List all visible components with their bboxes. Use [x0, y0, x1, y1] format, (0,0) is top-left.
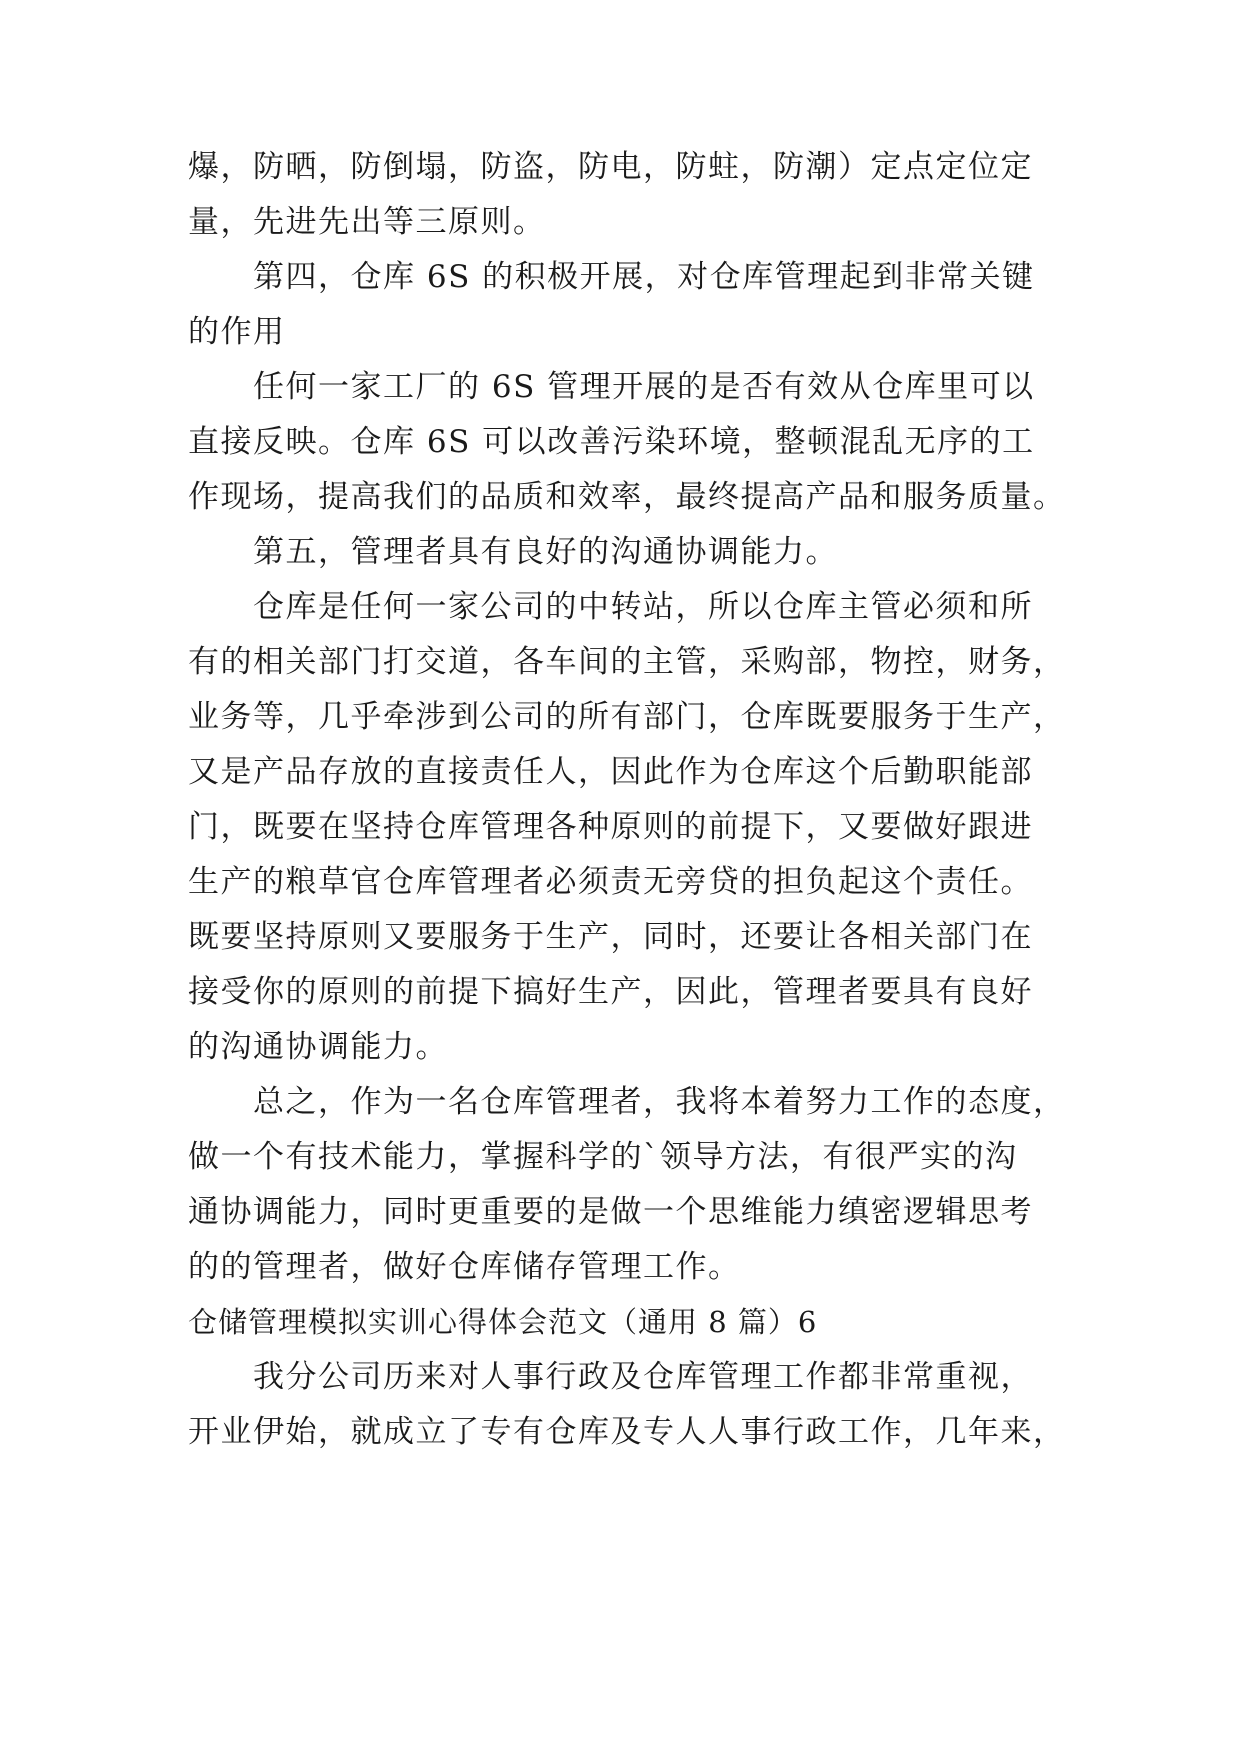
- text-line: 直接反映。仓库 6S 可以改善污染环境，整顿混乱无序的工: [188, 424, 1035, 460]
- text-line: 接受你的原则的前提下搞好生产，因此，管理者要具有良好: [188, 974, 1033, 1010]
- text-line: 总之，作为一名仓库管理者，我将本着努力工作的态度，: [188, 1084, 1066, 1120]
- text-line: 开业伊始，就成立了专有仓库及专人人事行政工作，几年来，: [188, 1414, 1066, 1450]
- text-line: 的作用: [188, 314, 286, 350]
- text-line: 第四，仓库 6S 的积极开展，对仓库管理起到非常关键: [188, 259, 1035, 295]
- text-line: 通协调能力，同时更重要的是做一个思维能力缜密逻辑思考: [188, 1194, 1033, 1230]
- text-line: 作现场，提高我们的品质和效率，最终提高产品和服务质量。: [188, 479, 1066, 515]
- text-line: 仓库是任何一家公司的中转站，所以仓库主管必须和所: [188, 589, 1033, 625]
- text-line: 又是产品存放的直接责任人，因此作为仓库这个后勤职能部: [188, 754, 1033, 790]
- text-line: 有的相关部门打交道，各车间的主管，采购部，物控，财务，: [188, 644, 1066, 680]
- text-line: 量，先进先出等三原则。: [188, 204, 546, 240]
- text-line: 生产的粮草官仓库管理者必须责无旁贷的担负起这个责任。: [188, 864, 1033, 900]
- text-line: 第五，管理者具有良好的沟通协调能力。: [188, 534, 838, 570]
- text-line: 做一个有技术能力，掌握科学的`领导方法，有很严实的沟: [188, 1139, 1018, 1175]
- text-line: 既要坚持原则又要服务于生产，同时，还要让各相关部门在: [188, 919, 1033, 955]
- text-line: 爆，防晒，防倒塌，防盗，防电，防蛀，防潮）定点定位定: [188, 149, 1033, 185]
- text-line: 的沟通协调能力。: [188, 1029, 448, 1065]
- text-line: 门，既要在坚持仓库管理各种原则的前提下，又要做好跟进: [188, 809, 1033, 845]
- section-heading: 仓储管理模拟实训心得体会范文（通用 8 篇）6: [188, 1305, 818, 1339]
- text-line: 任何一家工厂的 6S 管理开展的是否有效从仓库里可以: [188, 369, 1035, 405]
- text-line: 业务等，几乎牵涉到公司的所有部门，仓库既要服务于生产，: [188, 699, 1066, 735]
- text-line: 的的管理者，做好仓库储存管理工作。: [188, 1249, 741, 1285]
- text-line: 我分公司历来对人事行政及仓库管理工作都非常重视，: [188, 1359, 1033, 1395]
